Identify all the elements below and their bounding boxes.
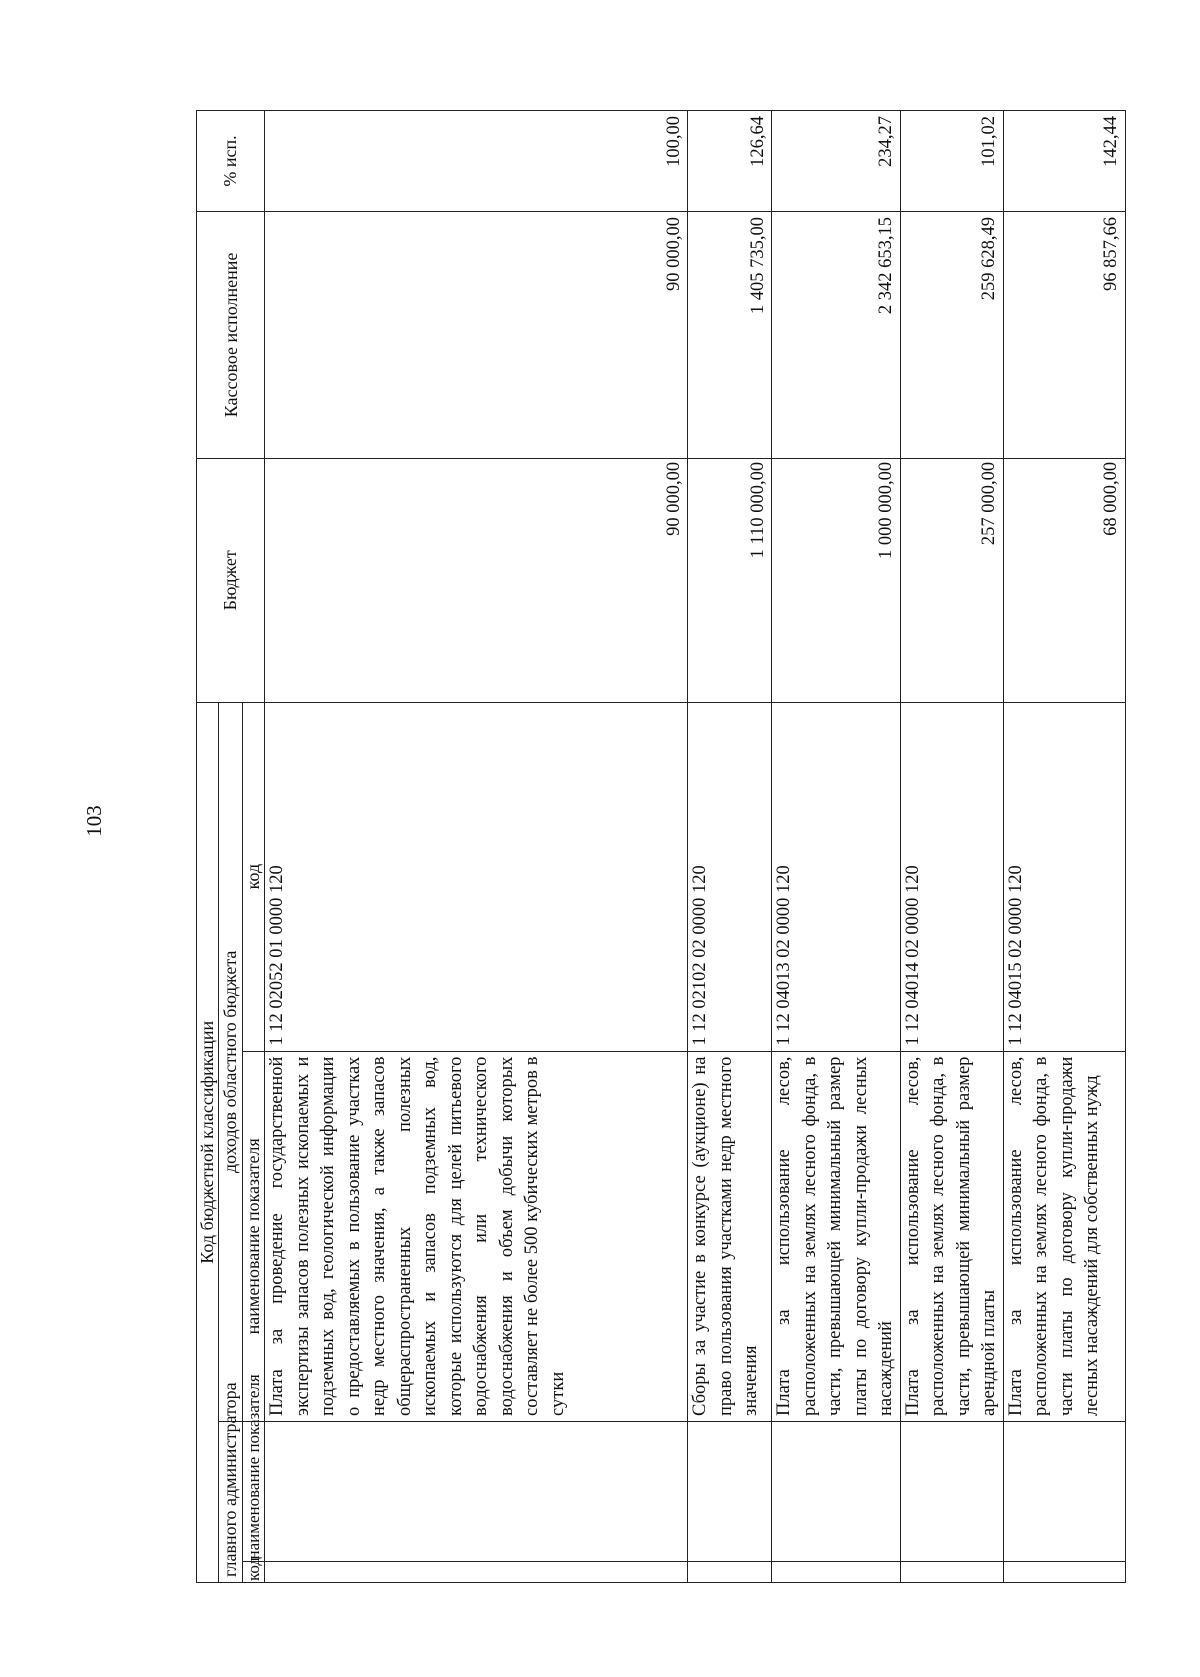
budget-cell: 1 000 000,00 (772, 458, 901, 702)
admin-code-cell (688, 1561, 772, 1582)
header-income-name: наименование показателя (243, 1051, 265, 1421)
header-income-code: код (243, 702, 265, 1051)
admin-code-cell (265, 1561, 688, 1582)
budget-cell: 68 000,00 (1003, 458, 1125, 702)
header-income-group: доходов областного бюджета (219, 702, 243, 1421)
page-number: 103 (82, 805, 106, 837)
income-name-cell: Сборы за участие в конкурсе (аукционе) на право пользования участками недр местного значения (688, 1051, 772, 1421)
admin-name-cell (265, 1421, 688, 1561)
header-budget: Бюджет (197, 458, 265, 702)
admin-code-cell (772, 1561, 901, 1582)
cash-cell: 90 000,00 (265, 211, 688, 458)
percent-cell: 100,00 (265, 111, 688, 212)
percent-cell: 142,44 (1003, 111, 1125, 212)
table-row (265, 111, 688, 1583)
percent-cell: 126,64 (688, 111, 772, 212)
income-code-cell: 1 12 04014 02 0000 120 (900, 702, 1003, 1051)
admin-code-cell (1003, 1561, 1125, 1582)
header-group-title: Код бюджетной классификации (197, 702, 219, 1582)
table-row (772, 111, 901, 1583)
table-row (900, 111, 1003, 1583)
admin-name-cell (1003, 1421, 1125, 1561)
income-name-cell: Плата за использование лесов, расположенных на землях лесного фонда, в части, превышающей минимальный размер арендной платы (900, 1051, 1003, 1421)
income-code-cell: 1 12 02102 02 0000 120 (688, 702, 772, 1051)
admin-name-cell (772, 1421, 901, 1561)
admin-code-cell (900, 1561, 1003, 1582)
header-admin-group: главного администратора (219, 1421, 243, 1582)
income-name-cell: Плата за использование лесов, расположенных на землях лесного фонда, в части, превышающей минимальный размер платы по договору купли-продажи лесных насаждений (772, 1051, 901, 1421)
income-code-cell: 1 12 04013 02 0000 120 (772, 702, 901, 1051)
admin-name-cell (688, 1421, 772, 1561)
header-admin-name: наименование показателя (244, 1374, 263, 1560)
table-row (688, 111, 772, 1583)
percent-cell: 234,27 (772, 111, 901, 212)
budget-cell: 90 000,00 (265, 458, 688, 702)
table-row (1003, 111, 1125, 1583)
budget-classification-table (196, 110, 1126, 1583)
rotated-table-container (196, 110, 1121, 1583)
cash-cell: 96 857,66 (1003, 211, 1125, 458)
income-name-cell: Плата за проведение государственной экспертизы запасов полезных ископаемых и подземных вод, геологической информации о предоставляемых в пользование участках недр местного значения, а также запасов общераспространенных полезных ископаемых и запасов подземных вод, которые используются для целей питьевого водоснабжения или технического водоснабжения и объем добычи которых составляет не более 500 кубических метров в сутки (265, 1051, 688, 1421)
income-code-cell: 1 12 04015 02 0000 120 (1003, 702, 1125, 1051)
cash-cell: 2 342 653,15 (772, 211, 901, 458)
budget-cell: 1 110 000,00 (688, 458, 772, 702)
cash-cell: 1 405 735,00 (688, 211, 772, 458)
admin-name-cell (900, 1421, 1003, 1561)
percent-cell: 101,02 (900, 111, 1003, 212)
income-code-cell: 1 12 02052 01 0000 120 (265, 702, 688, 1051)
header-admin-code: код (244, 1556, 263, 1581)
header-percent: % исп. (197, 111, 265, 212)
income-name-cell: Плата за использование лесов, расположенных на землях лесного фонда, в части платы по договору купли-продажи лесных насаждений для собственных нужд (1003, 1051, 1125, 1421)
cash-cell: 259 628,49 (900, 211, 1003, 458)
header-cash: Кассовое исполнение (197, 211, 265, 458)
budget-cell: 257 000,00 (900, 458, 1003, 702)
